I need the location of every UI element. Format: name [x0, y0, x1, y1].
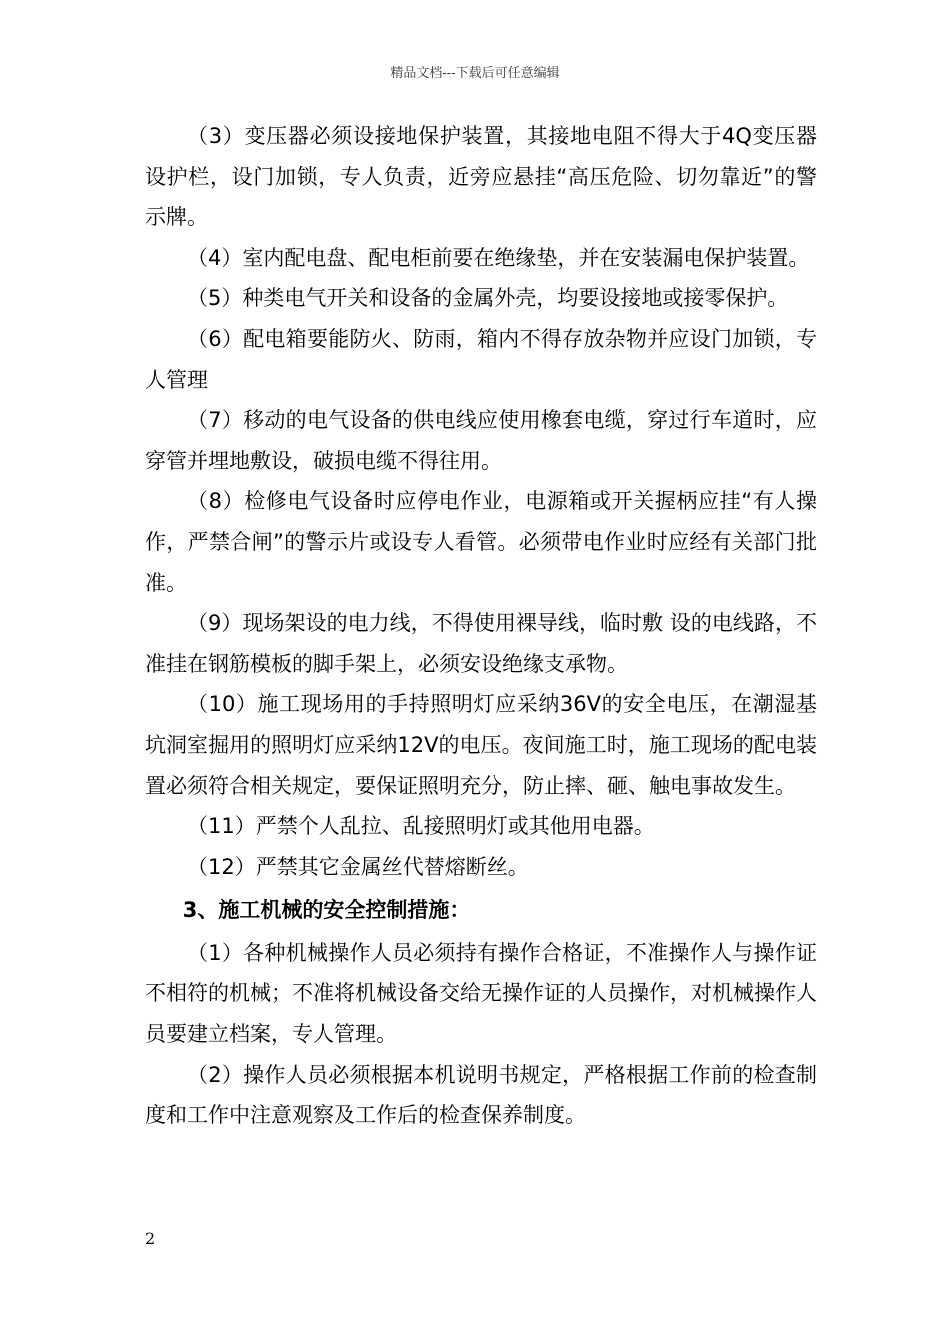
document-body: [145, 116, 817, 1136]
page-header: 精品文档---下载后可任意编辑: [390, 66, 560, 81]
paragraph-item-12: （12）严禁其它金属丝代替熔断丝。: [187, 854, 529, 879]
paragraph-item-4: （4）室内配电盘、配电柜前要在绝缘垫，并在安装漏电保护装置。: [187, 245, 810, 270]
section-paragraph-2: （2）操作人员必须根据本机说明书规定，严格根据工作前的检查制度和工作中注意观察及工作后的检查保养制度。: [145, 1062, 817, 1128]
paragraph-item-3: （3）变压器必须设接地保护装置，其接地电阻不得大于4Q变压器设护栏，设门加锁，专人负责，近旁应悬挂“高压危险、切勿靠近”的警示牌。: [145, 124, 817, 230]
paragraph-item-8: （8）检修电气设备时应停电作业，电源箱或开关握柄应挂“有人操作，严禁合闸”的警示片或设专人看管。必须带电作业时应经有关部门批准。: [145, 489, 817, 595]
paragraph-item-6: （6）配电箱要能防火、防雨，箱内不得存放杂物并应设门加锁，专人管理: [145, 326, 817, 392]
paragraph-item-7: （7）移动的电气设备的供电线应使用橡套电缆，穿过行车道时，应穿管并埋地敷设，破损电缆不得往用。: [145, 408, 817, 473]
paragraph-item-5: （5）种类电气开关和设备的金属外壳，均要设接地或接零保护。: [187, 286, 789, 311]
page-number: 2: [145, 1229, 156, 1248]
paragraph-item-10: （10）施工现场用的手持照明灯应采纳36V的安全电压，在潮湿基坑洞室掘用的照明灯应采纳12V的电压。夜间施工时，施工现场的配电装置必须符合相关规定，要保证照明充分，防止摔、砸、触电事故发生。: [145, 692, 817, 798]
section-heading: 3、施工机械的安全控制措施：: [182, 898, 471, 923]
section-paragraph-1: （1）各种机械操作人员必须持有操作合格证，不准操作人与操作证不相符的机械；不准将机械设备交给无操作证的人员操作，对机械操作人员要建立档案，专人管理。: [145, 940, 817, 1047]
paragraph-item-9: （9）现场架设的电力线，不得使用裸导线，临时敷 设的电线路，不准挂在钢筋模板的脚手架上，必须安设绝缘支承物。: [145, 611, 817, 676]
paragraph-item-11: （11）严禁个人乱拉、乱接照明灯或其他用电器。: [187, 814, 655, 839]
